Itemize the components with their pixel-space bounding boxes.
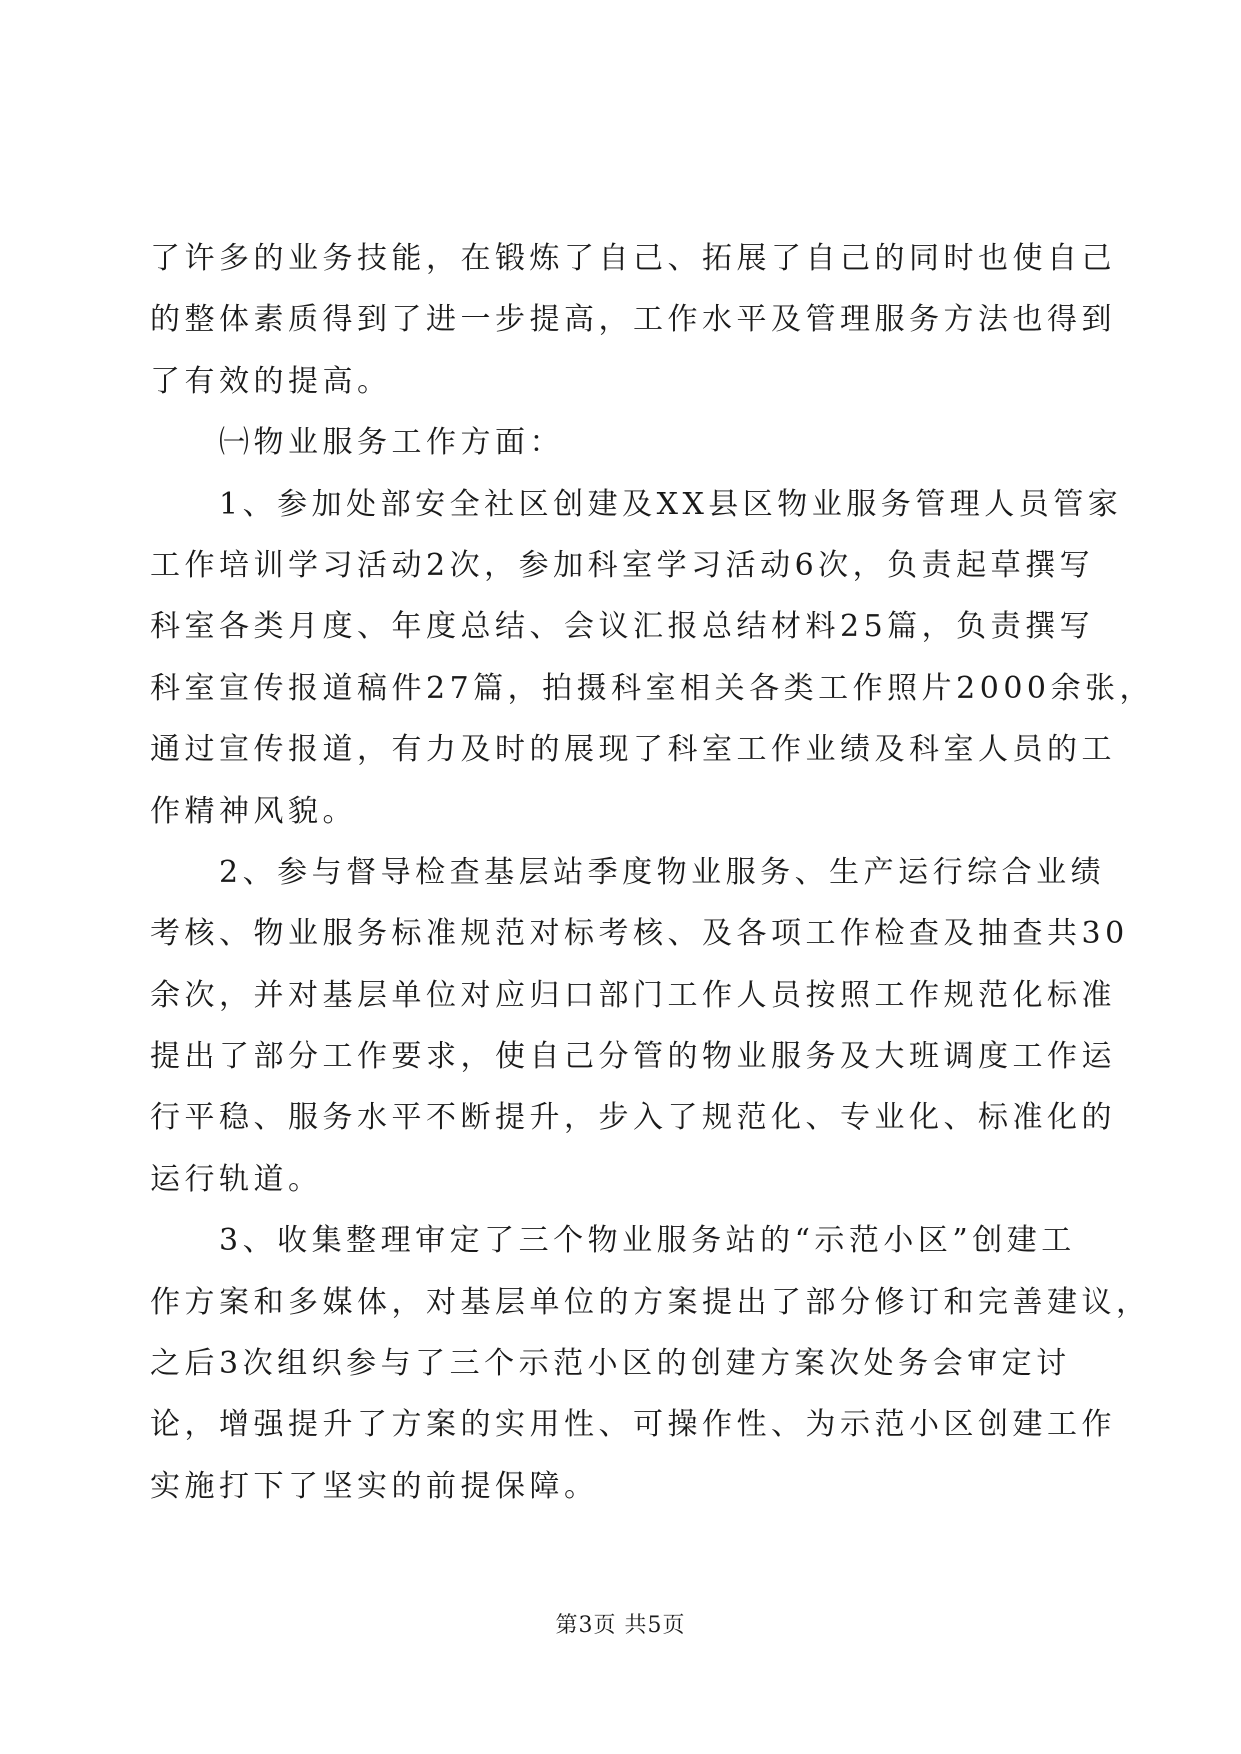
text-line: 2、参与督导检查基层站季度物业服务、生产运行综合业绩: [150, 854, 1106, 890]
text-line: 了有效的提高。: [150, 363, 392, 399]
text-line: 论，增强提升了方案的实用性、可操作性、为示范小区创建工作: [150, 1407, 1116, 1443]
text-line: 通过宣传报道，有力及时的展现了科室工作业绩及科室人员的工: [150, 732, 1116, 768]
page-number-footer: 第3页 共5页: [555, 1613, 686, 1638]
text-line: 的整体素质得到了进一步提高，工作水平及管理服务方法也得到: [150, 302, 1116, 338]
text-line: 1、参加处部安全社区创建及XX县区物业服务管理人员管家: [150, 486, 1123, 522]
text-line: 工作培训学习活动2次，参加科室学习活动6次，负责起草撰写: [150, 547, 1095, 583]
text-line: 之后3次组织参与了三个示范小区的创建方案次处务会审定讨: [150, 1346, 1071, 1382]
text-line: 作方案和多媒体，对基层单位的方案提出了部分修订和完善建议，: [150, 1284, 1151, 1320]
text-line: 考核、物业服务标准规范对标考核、及各项工作检查及抽查共30: [150, 916, 1129, 952]
document-body: [150, 228, 1155, 1517]
section-heading: ㈠物业服务工作方面：: [150, 425, 564, 461]
text-line: 科室宣传报道稿件27篇，拍摄科室相关各类工作照片2000余张，: [150, 670, 1155, 706]
text-line: 实施打下了坚实的前提保障。: [150, 1468, 599, 1504]
text-line: 运行轨道。: [150, 1161, 323, 1197]
text-line: 余次，并对基层单位对应归口部门工作人员按照工作规范化标准: [150, 977, 1116, 1013]
text-line: 行平稳、服务水平不断提升，步入了规范化、专业化、标准化的: [150, 1100, 1116, 1136]
text-line: 了许多的业务技能，在锻炼了自己、拓展了自己的同时也使自己: [150, 241, 1116, 276]
text-line: 科室各类月度、年度总结、会议汇报总结材料25篇，负责撰写: [150, 609, 1095, 645]
text-line: 3、收集整理审定了三个物业服务站的“示范小区”创建工: [150, 1223, 1076, 1259]
text-line: 提出了部分工作要求，使自己分管的物业服务及大班调度工作运: [150, 1039, 1116, 1075]
text-line: 作精神风貌。: [150, 793, 357, 829]
